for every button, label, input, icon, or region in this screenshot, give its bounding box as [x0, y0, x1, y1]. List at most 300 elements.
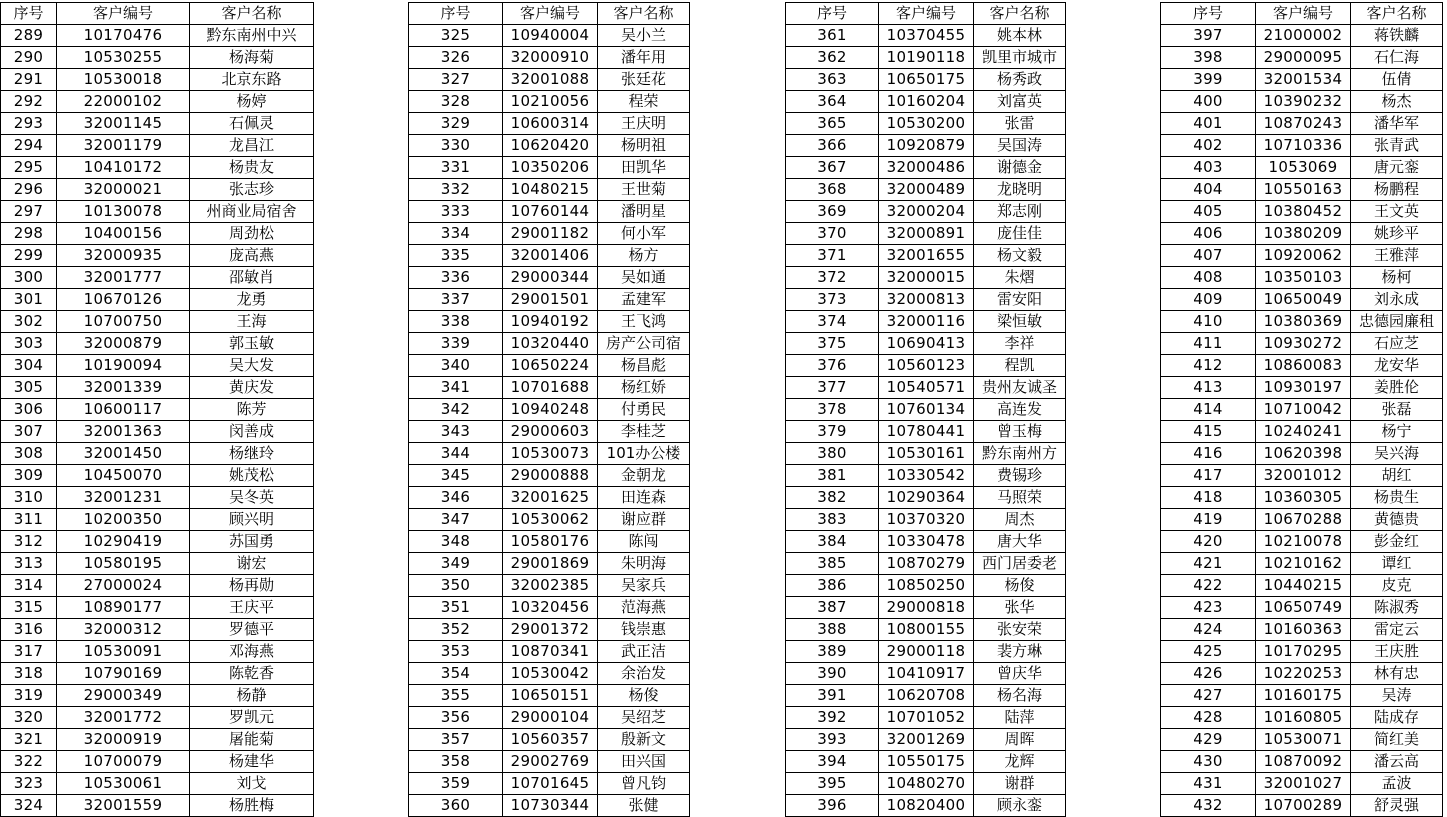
customer-id-cell[interactable]: 10290419	[57, 531, 190, 553]
customer-id-cell[interactable]: 32001406	[503, 245, 598, 267]
customer-name-cell[interactable]: 吴冬英	[190, 487, 314, 509]
customer-name-cell[interactable]: 杨胜梅	[190, 795, 314, 817]
customer-name-cell[interactable]: 朱熠	[974, 267, 1066, 289]
customer-id-cell[interactable]: 10380369	[1256, 311, 1351, 333]
serial-number-cell[interactable]: 363	[786, 69, 879, 91]
customer-id-cell[interactable]: 32001012	[1256, 465, 1351, 487]
customer-id-cell[interactable]: 10210078	[1256, 531, 1351, 553]
customer-id-cell[interactable]: 10530061	[57, 773, 190, 795]
customer-name-cell[interactable]: 杨杰	[1351, 91, 1443, 113]
customer-name-cell[interactable]: 周杰	[974, 509, 1066, 531]
customer-id-cell[interactable]: 10130078	[57, 201, 190, 223]
header-customer-id[interactable]: 客户编号	[57, 3, 190, 25]
customer-id-cell[interactable]: 10620420	[503, 135, 598, 157]
serial-number-cell[interactable]: 354	[409, 663, 503, 685]
customer-id-cell[interactable]: 10580195	[57, 553, 190, 575]
header-serial-number[interactable]: 序号	[786, 3, 879, 25]
customer-id-cell[interactable]: 10390232	[1256, 91, 1351, 113]
serial-number-cell[interactable]: 425	[1161, 641, 1256, 663]
customer-id-cell[interactable]: 10320456	[503, 597, 598, 619]
customer-id-cell[interactable]: 29000095	[1256, 47, 1351, 69]
customer-id-cell[interactable]: 29000118	[879, 641, 974, 663]
customer-name-cell[interactable]: 黄德贵	[1351, 509, 1443, 531]
customer-name-cell[interactable]: 程荣	[598, 91, 690, 113]
customer-id-cell[interactable]: 10450070	[57, 465, 190, 487]
customer-name-cell[interactable]: 胡红	[1351, 465, 1443, 487]
customer-id-cell[interactable]: 10710336	[1256, 135, 1351, 157]
customer-id-cell[interactable]: 32000015	[879, 267, 974, 289]
customer-name-cell[interactable]: 张华	[974, 597, 1066, 619]
customer-id-cell[interactable]: 10650749	[1256, 597, 1351, 619]
serial-number-cell[interactable]: 352	[409, 619, 503, 641]
customer-id-cell[interactable]: 10380452	[1256, 201, 1351, 223]
customer-name-cell[interactable]: 杨再勋	[190, 575, 314, 597]
customer-id-cell[interactable]: 10701688	[503, 377, 598, 399]
customer-name-cell[interactable]: 杨建华	[190, 751, 314, 773]
serial-number-cell[interactable]: 310	[1, 487, 57, 509]
serial-number-cell[interactable]: 393	[786, 729, 879, 751]
customer-name-cell[interactable]: 贵州友诚圣	[974, 377, 1066, 399]
serial-number-cell[interactable]: 392	[786, 707, 879, 729]
customer-id-cell[interactable]: 10780441	[879, 421, 974, 443]
customer-name-cell[interactable]: 杨俊	[974, 575, 1066, 597]
customer-id-cell[interactable]: 10940192	[503, 311, 598, 333]
serial-number-cell[interactable]: 383	[786, 509, 879, 531]
customer-id-cell[interactable]: 10920062	[1256, 245, 1351, 267]
customer-id-cell[interactable]: 10530161	[879, 443, 974, 465]
serial-number-cell[interactable]: 290	[1, 47, 57, 69]
customer-name-cell[interactable]: 杨贵生	[1351, 487, 1443, 509]
customer-name-cell[interactable]: 唐元銮	[1351, 157, 1443, 179]
customer-id-cell[interactable]: 10410917	[879, 663, 974, 685]
customer-name-cell[interactable]: 石应芝	[1351, 333, 1443, 355]
serial-number-cell[interactable]: 365	[786, 113, 879, 135]
customer-id-cell[interactable]: 10700289	[1256, 795, 1351, 817]
customer-name-cell[interactable]: 潘云高	[1351, 751, 1443, 773]
serial-number-cell[interactable]: 333	[409, 201, 503, 223]
serial-number-cell[interactable]: 415	[1161, 421, 1256, 443]
serial-number-cell[interactable]: 426	[1161, 663, 1256, 685]
customer-name-cell[interactable]: 张廷花	[598, 69, 690, 91]
customer-name-cell[interactable]: 田凯华	[598, 157, 690, 179]
serial-number-cell[interactable]: 332	[409, 179, 503, 201]
serial-number-cell[interactable]: 335	[409, 245, 503, 267]
serial-number-cell[interactable]: 359	[409, 773, 503, 795]
customer-id-cell[interactable]: 10870279	[879, 553, 974, 575]
customer-id-cell[interactable]: 10530200	[879, 113, 974, 135]
customer-id-cell[interactable]: 10860083	[1256, 355, 1351, 377]
serial-number-cell[interactable]: 376	[786, 355, 879, 377]
customer-name-cell[interactable]: 杨静	[190, 685, 314, 707]
customer-name-cell[interactable]: 杨红娇	[598, 377, 690, 399]
serial-number-cell[interactable]: 419	[1161, 509, 1256, 531]
customer-name-cell[interactable]: 龙昌江	[190, 135, 314, 157]
customer-id-cell[interactable]: 10870092	[1256, 751, 1351, 773]
serial-number-cell[interactable]: 318	[1, 663, 57, 685]
serial-number-cell[interactable]: 399	[1161, 69, 1256, 91]
serial-number-cell[interactable]: 423	[1161, 597, 1256, 619]
serial-number-cell[interactable]: 374	[786, 311, 879, 333]
header-customer-name[interactable]: 客户名称	[598, 3, 690, 25]
customer-name-cell[interactable]: 龙勇	[190, 289, 314, 311]
customer-name-cell[interactable]: 闵善成	[190, 421, 314, 443]
serial-number-cell[interactable]: 315	[1, 597, 57, 619]
serial-number-cell[interactable]: 329	[409, 113, 503, 135]
customer-name-cell[interactable]: 黔东南州中兴	[190, 25, 314, 47]
serial-number-cell[interactable]: 338	[409, 311, 503, 333]
serial-number-cell[interactable]: 340	[409, 355, 503, 377]
customer-id-cell[interactable]: 10890177	[57, 597, 190, 619]
customer-name-cell[interactable]: 州商业局宿舍	[190, 201, 314, 223]
serial-number-cell[interactable]: 417	[1161, 465, 1256, 487]
serial-number-cell[interactable]: 413	[1161, 377, 1256, 399]
customer-name-cell[interactable]: 吴如通	[598, 267, 690, 289]
customer-name-cell[interactable]: 余治发	[598, 663, 690, 685]
customer-id-cell[interactable]: 32001269	[879, 729, 974, 751]
serial-number-cell[interactable]: 366	[786, 135, 879, 157]
serial-number-cell[interactable]: 403	[1161, 157, 1256, 179]
customer-name-cell[interactable]: 陆萍	[974, 707, 1066, 729]
serial-number-cell[interactable]: 367	[786, 157, 879, 179]
customer-id-cell[interactable]: 10940248	[503, 399, 598, 421]
customer-name-cell[interactable]: 马照荣	[974, 487, 1066, 509]
serial-number-cell[interactable]: 356	[409, 707, 503, 729]
customer-name-cell[interactable]: 西门居委老	[974, 553, 1066, 575]
customer-name-cell[interactable]: 舒灵强	[1351, 795, 1443, 817]
customer-id-cell[interactable]: 32001088	[503, 69, 598, 91]
serial-number-cell[interactable]: 397	[1161, 25, 1256, 47]
customer-id-cell[interactable]: 29001372	[503, 619, 598, 641]
serial-number-cell[interactable]: 407	[1161, 245, 1256, 267]
customer-name-cell[interactable]: 高连发	[974, 399, 1066, 421]
customer-id-cell[interactable]: 10320440	[503, 333, 598, 355]
customer-name-cell[interactable]: 郭玉敏	[190, 333, 314, 355]
customer-id-cell[interactable]: 27000024	[57, 575, 190, 597]
serial-number-cell[interactable]: 334	[409, 223, 503, 245]
serial-number-cell[interactable]: 364	[786, 91, 879, 113]
customer-name-cell[interactable]: 姚珍平	[1351, 223, 1443, 245]
customer-id-cell[interactable]: 32002385	[503, 575, 598, 597]
customer-id-cell[interactable]: 10701052	[879, 707, 974, 729]
customer-id-cell[interactable]: 10160204	[879, 91, 974, 113]
serial-number-cell[interactable]: 342	[409, 399, 503, 421]
serial-number-cell[interactable]: 346	[409, 487, 503, 509]
customer-id-cell[interactable]: 10870243	[1256, 113, 1351, 135]
customer-id-cell[interactable]: 10620708	[879, 685, 974, 707]
serial-number-cell[interactable]: 320	[1, 707, 57, 729]
customer-name-cell[interactable]: 苏国勇	[190, 531, 314, 553]
customer-id-cell[interactable]: 32001534	[1256, 69, 1351, 91]
customer-id-cell[interactable]: 32000486	[879, 157, 974, 179]
customer-id-cell[interactable]: 10940004	[503, 25, 598, 47]
customer-name-cell[interactable]: 付勇民	[598, 399, 690, 421]
customer-id-cell[interactable]: 32000891	[879, 223, 974, 245]
customer-name-cell[interactable]: 雷定云	[1351, 619, 1443, 641]
serial-number-cell[interactable]: 391	[786, 685, 879, 707]
serial-number-cell[interactable]: 387	[786, 597, 879, 619]
customer-id-cell[interactable]: 10190094	[57, 355, 190, 377]
customer-id-cell[interactable]: 32000813	[879, 289, 974, 311]
serial-number-cell[interactable]: 416	[1161, 443, 1256, 465]
serial-number-cell[interactable]: 424	[1161, 619, 1256, 641]
customer-name-cell[interactable]: 杨方	[598, 245, 690, 267]
serial-number-cell[interactable]: 400	[1161, 91, 1256, 113]
customer-id-cell[interactable]: 29000888	[503, 465, 598, 487]
customer-id-cell[interactable]: 10210056	[503, 91, 598, 113]
customer-name-cell[interactable]: 金朝龙	[598, 465, 690, 487]
customer-name-cell[interactable]: 梁恒敏	[974, 311, 1066, 333]
customer-name-cell[interactable]: 李桂芝	[598, 421, 690, 443]
serial-number-cell[interactable]: 370	[786, 223, 879, 245]
customer-id-cell[interactable]: 32000919	[57, 729, 190, 751]
customer-name-cell[interactable]: 范海燕	[598, 597, 690, 619]
serial-number-cell[interactable]: 390	[786, 663, 879, 685]
customer-name-cell[interactable]: 杨继玲	[190, 443, 314, 465]
customer-name-cell[interactable]: 周劲松	[190, 223, 314, 245]
serial-number-cell[interactable]: 420	[1161, 531, 1256, 553]
customer-name-cell[interactable]: 潘年用	[598, 47, 690, 69]
serial-number-cell[interactable]: 384	[786, 531, 879, 553]
customer-id-cell[interactable]: 32000935	[57, 245, 190, 267]
customer-id-cell[interactable]: 10350103	[1256, 267, 1351, 289]
customer-id-cell[interactable]: 32001559	[57, 795, 190, 817]
customer-id-cell[interactable]: 10710042	[1256, 399, 1351, 421]
serial-number-cell[interactable]: 326	[409, 47, 503, 69]
customer-id-cell[interactable]: 10670288	[1256, 509, 1351, 531]
customer-name-cell[interactable]: 曾庆华	[974, 663, 1066, 685]
serial-number-cell[interactable]: 293	[1, 113, 57, 135]
customer-id-cell[interactable]: 10550163	[1256, 179, 1351, 201]
header-customer-name[interactable]: 客户名称	[974, 3, 1066, 25]
customer-id-cell[interactable]: 10850250	[879, 575, 974, 597]
customer-name-cell[interactable]: 黔东南州方	[974, 443, 1066, 465]
customer-id-cell[interactable]: 32001339	[57, 377, 190, 399]
header-customer-name[interactable]: 客户名称	[190, 3, 314, 25]
customer-id-cell[interactable]: 10170476	[57, 25, 190, 47]
serial-number-cell[interactable]: 358	[409, 751, 503, 773]
customer-id-cell[interactable]: 29000349	[57, 685, 190, 707]
customer-name-cell[interactable]: 王文英	[1351, 201, 1443, 223]
customer-id-cell[interactable]: 10930272	[1256, 333, 1351, 355]
customer-id-cell[interactable]: 10550175	[879, 751, 974, 773]
serial-number-cell[interactable]: 353	[409, 641, 503, 663]
customer-id-cell[interactable]: 10560357	[503, 729, 598, 751]
serial-number-cell[interactable]: 422	[1161, 575, 1256, 597]
customer-name-cell[interactable]: 钱崇惠	[598, 619, 690, 641]
header-customer-id[interactable]: 客户编号	[1256, 3, 1351, 25]
serial-number-cell[interactable]: 323	[1, 773, 57, 795]
customer-name-cell[interactable]: 郑志刚	[974, 201, 1066, 223]
customer-id-cell[interactable]: 32001231	[57, 487, 190, 509]
serial-number-cell[interactable]: 311	[1, 509, 57, 531]
serial-number-cell[interactable]: 345	[409, 465, 503, 487]
customer-id-cell[interactable]: 10530255	[57, 47, 190, 69]
customer-id-cell[interactable]: 10200350	[57, 509, 190, 531]
customer-name-cell[interactable]: 吴家兵	[598, 575, 690, 597]
customer-id-cell[interactable]: 10920879	[879, 135, 974, 157]
customer-id-cell[interactable]: 10530062	[503, 509, 598, 531]
serial-number-cell[interactable]: 404	[1161, 179, 1256, 201]
serial-number-cell[interactable]: 432	[1161, 795, 1256, 817]
customer-id-cell[interactable]: 32000489	[879, 179, 974, 201]
customer-id-cell[interactable]: 29000344	[503, 267, 598, 289]
customer-name-cell[interactable]: 李祥	[974, 333, 1066, 355]
serial-number-cell[interactable]: 337	[409, 289, 503, 311]
customer-id-cell[interactable]: 10560123	[879, 355, 974, 377]
serial-number-cell[interactable]: 412	[1161, 355, 1256, 377]
serial-number-cell[interactable]: 401	[1161, 113, 1256, 135]
serial-number-cell[interactable]: 307	[1, 421, 57, 443]
serial-number-cell[interactable]: 402	[1161, 135, 1256, 157]
customer-id-cell[interactable]: 29001182	[503, 223, 598, 245]
customer-id-cell[interactable]: 22000102	[57, 91, 190, 113]
customer-name-cell[interactable]: 简红美	[1351, 729, 1443, 751]
customer-id-cell[interactable]: 29001501	[503, 289, 598, 311]
serial-number-cell[interactable]: 301	[1, 289, 57, 311]
serial-number-cell[interactable]: 361	[786, 25, 879, 47]
customer-id-cell[interactable]: 10650175	[879, 69, 974, 91]
customer-id-cell[interactable]: 10530071	[1256, 729, 1351, 751]
serial-number-cell[interactable]: 375	[786, 333, 879, 355]
customer-name-cell[interactable]: 姜胜伦	[1351, 377, 1443, 399]
serial-number-cell[interactable]: 295	[1, 157, 57, 179]
customer-id-cell[interactable]: 32001027	[1256, 773, 1351, 795]
customer-name-cell[interactable]: 刘永成	[1351, 289, 1443, 311]
customer-name-cell[interactable]: 刘富英	[974, 91, 1066, 113]
customer-id-cell[interactable]: 10330478	[879, 531, 974, 553]
customer-name-cell[interactable]: 黄庆发	[190, 377, 314, 399]
customer-name-cell[interactable]: 庞高燕	[190, 245, 314, 267]
customer-id-cell[interactable]: 32001772	[57, 707, 190, 729]
customer-name-cell[interactable]: 孟波	[1351, 773, 1443, 795]
customer-name-cell[interactable]: 陈淑秀	[1351, 597, 1443, 619]
customer-name-cell[interactable]: 王庆胜	[1351, 641, 1443, 663]
serial-number-cell[interactable]: 350	[409, 575, 503, 597]
customer-id-cell[interactable]: 29000104	[503, 707, 598, 729]
customer-name-cell[interactable]: 费锡珍	[974, 465, 1066, 487]
customer-name-cell[interactable]: 张青武	[1351, 135, 1443, 157]
serial-number-cell[interactable]: 339	[409, 333, 503, 355]
serial-number-cell[interactable]: 380	[786, 443, 879, 465]
serial-number-cell[interactable]: 351	[409, 597, 503, 619]
customer-id-cell[interactable]: 10530042	[503, 663, 598, 685]
serial-number-cell[interactable]: 308	[1, 443, 57, 465]
serial-number-cell[interactable]: 347	[409, 509, 503, 531]
customer-name-cell[interactable]: 罗凯元	[190, 707, 314, 729]
serial-number-cell[interactable]: 306	[1, 399, 57, 421]
customer-name-cell[interactable]: 罗德平	[190, 619, 314, 641]
customer-name-cell[interactable]: 谢群	[974, 773, 1066, 795]
customer-name-cell[interactable]: 杨鹏程	[1351, 179, 1443, 201]
serial-number-cell[interactable]: 386	[786, 575, 879, 597]
header-serial-number[interactable]: 序号	[1161, 3, 1256, 25]
customer-id-cell[interactable]: 10350206	[503, 157, 598, 179]
customer-id-cell[interactable]: 10410172	[57, 157, 190, 179]
customer-id-cell[interactable]: 10190118	[879, 47, 974, 69]
customer-id-cell[interactable]: 29000818	[879, 597, 974, 619]
serial-number-cell[interactable]: 325	[409, 25, 503, 47]
customer-name-cell[interactable]: 杨名海	[974, 685, 1066, 707]
customer-id-cell[interactable]: 32000116	[879, 311, 974, 333]
customer-name-cell[interactable]: 陈芳	[190, 399, 314, 421]
customer-id-cell[interactable]: 32001145	[57, 113, 190, 135]
customer-id-cell[interactable]: 10480215	[503, 179, 598, 201]
customer-id-cell[interactable]: 32001179	[57, 135, 190, 157]
customer-name-cell[interactable]: 吴小兰	[598, 25, 690, 47]
serial-number-cell[interactable]: 373	[786, 289, 879, 311]
serial-number-cell[interactable]: 299	[1, 245, 57, 267]
serial-number-cell[interactable]: 292	[1, 91, 57, 113]
header-serial-number[interactable]: 序号	[409, 3, 503, 25]
customer-id-cell[interactable]: 10530091	[57, 641, 190, 663]
serial-number-cell[interactable]: 344	[409, 443, 503, 465]
customer-name-cell[interactable]: 刘戈	[190, 773, 314, 795]
serial-number-cell[interactable]: 357	[409, 729, 503, 751]
customer-name-cell[interactable]: 田连森	[598, 487, 690, 509]
header-customer-name[interactable]: 客户名称	[1351, 3, 1443, 25]
customer-name-cell[interactable]: 陆成存	[1351, 707, 1443, 729]
customer-name-cell[interactable]: 杨贵友	[190, 157, 314, 179]
serial-number-cell[interactable]: 291	[1, 69, 57, 91]
serial-number-cell[interactable]: 312	[1, 531, 57, 553]
customer-id-cell[interactable]: 10360305	[1256, 487, 1351, 509]
customer-name-cell[interactable]: 杨宁	[1351, 421, 1443, 443]
customer-name-cell[interactable]: 林有忠	[1351, 663, 1443, 685]
customer-id-cell[interactable]: 1053069	[1256, 157, 1351, 179]
serial-number-cell[interactable]: 317	[1, 641, 57, 663]
customer-id-cell[interactable]: 32001625	[503, 487, 598, 509]
customer-name-cell[interactable]: 王庆明	[598, 113, 690, 135]
serial-number-cell[interactable]: 313	[1, 553, 57, 575]
customer-id-cell[interactable]: 10600314	[503, 113, 598, 135]
serial-number-cell[interactable]: 294	[1, 135, 57, 157]
customer-name-cell[interactable]: 房产公司宿	[598, 333, 690, 355]
customer-id-cell[interactable]: 10870341	[503, 641, 598, 663]
customer-name-cell[interactable]: 田兴国	[598, 751, 690, 773]
serial-number-cell[interactable]: 408	[1161, 267, 1256, 289]
customer-id-cell[interactable]: 32001363	[57, 421, 190, 443]
customer-id-cell[interactable]: 10760134	[879, 399, 974, 421]
customer-id-cell[interactable]: 32001777	[57, 267, 190, 289]
customer-id-cell[interactable]: 10540571	[879, 377, 974, 399]
customer-name-cell[interactable]: 顾永銮	[974, 795, 1066, 817]
customer-id-cell[interactable]: 32001655	[879, 245, 974, 267]
serial-number-cell[interactable]: 411	[1161, 333, 1256, 355]
serial-number-cell[interactable]: 378	[786, 399, 879, 421]
serial-number-cell[interactable]: 330	[409, 135, 503, 157]
serial-number-cell[interactable]: 427	[1161, 685, 1256, 707]
serial-number-cell[interactable]: 396	[786, 795, 879, 817]
customer-name-cell[interactable]: 孟建军	[598, 289, 690, 311]
customer-name-cell[interactable]: 杨婷	[190, 91, 314, 113]
customer-name-cell[interactable]: 杨昌彪	[598, 355, 690, 377]
serial-number-cell[interactable]: 389	[786, 641, 879, 663]
customer-name-cell[interactable]: 张志珍	[190, 179, 314, 201]
customer-id-cell[interactable]: 10790169	[57, 663, 190, 685]
customer-name-cell[interactable]: 石佩灵	[190, 113, 314, 135]
serial-number-cell[interactable]: 418	[1161, 487, 1256, 509]
serial-number-cell[interactable]: 371	[786, 245, 879, 267]
customer-name-cell[interactable]: 王世菊	[598, 179, 690, 201]
serial-number-cell[interactable]: 322	[1, 751, 57, 773]
customer-id-cell[interactable]: 10290364	[879, 487, 974, 509]
customer-name-cell[interactable]: 吴兴海	[1351, 443, 1443, 465]
customer-name-cell[interactable]: 皮克	[1351, 575, 1443, 597]
serial-number-cell[interactable]: 349	[409, 553, 503, 575]
serial-number-cell[interactable]: 348	[409, 531, 503, 553]
customer-name-cell[interactable]: 唐大华	[974, 531, 1066, 553]
customer-name-cell[interactable]: 吴绍芝	[598, 707, 690, 729]
